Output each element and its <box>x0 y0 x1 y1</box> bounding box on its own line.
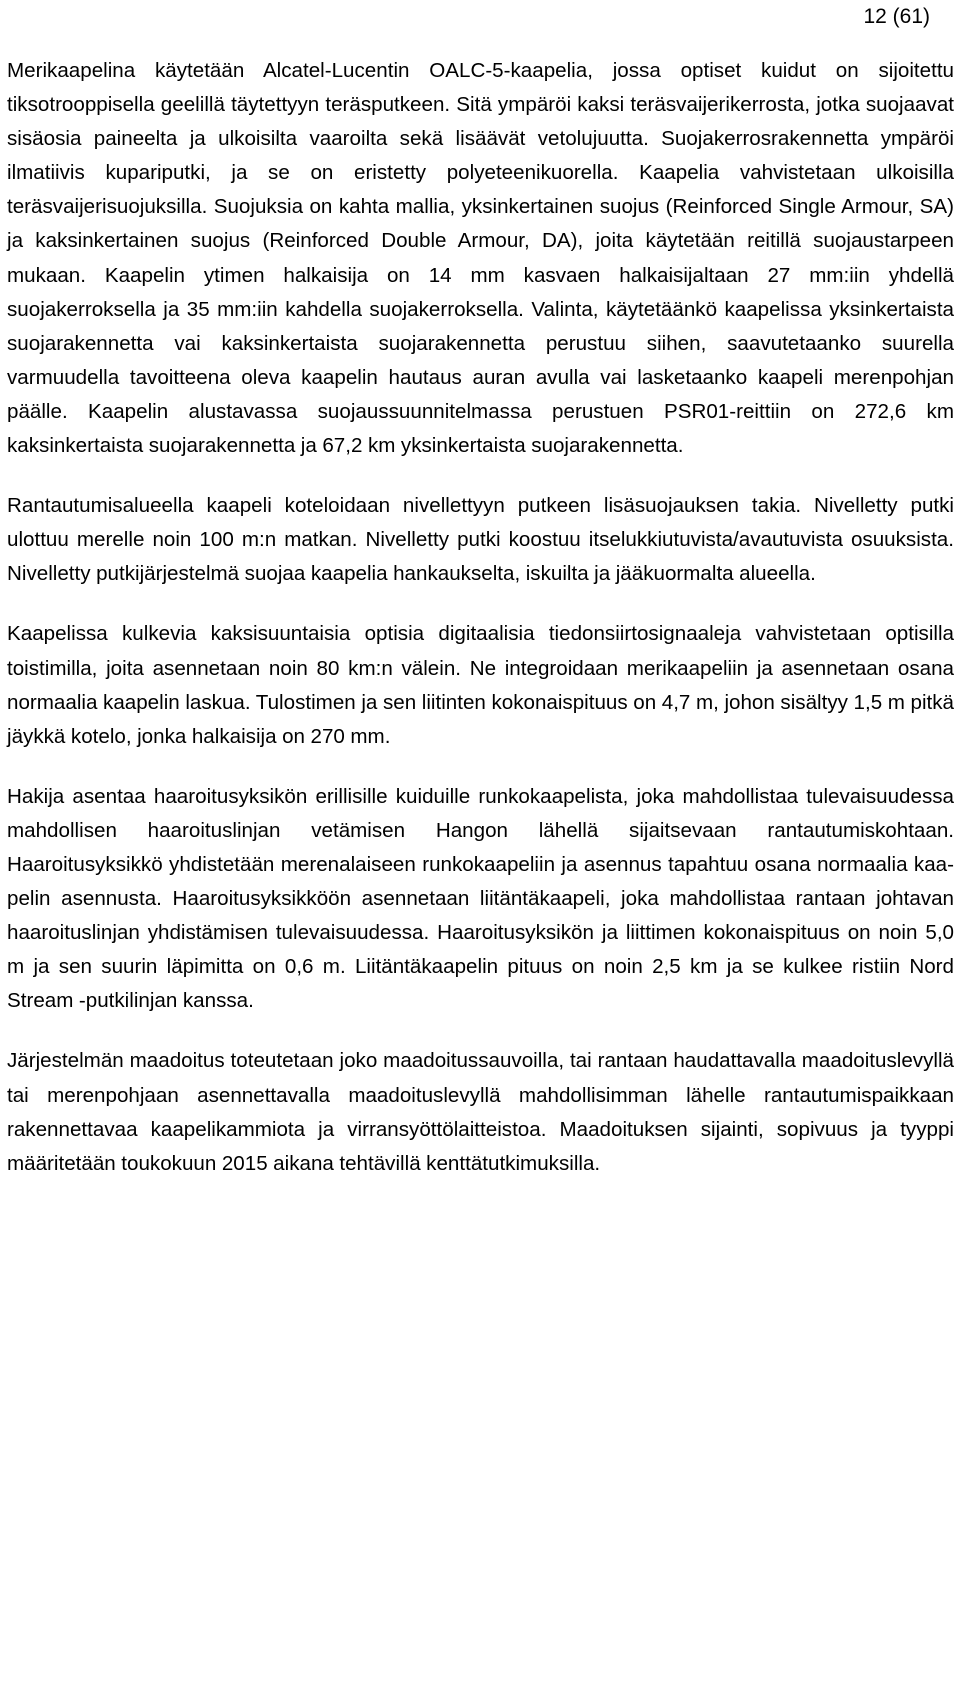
paragraph-grounding: Järjestelmän maadoitus toteutetaan joko maadoitussauvoilla, tai rantaan haudattavalla maadoituslevyllä tai merenpohjaan asennettavalla maadoituslevyllä mahdollisimman lähelle rantautumispaikkaan rakennettavaa kaapelikammiota ja virransyöttölaitteistoa. Maadoituksen sijainti, sopivuus ja tyyppi määritetään toukokuun 2015 aikana tehtävillä kenttätutkimuksilla. <box>7 1049 954 1175</box>
paragraph-landing-area: Rantautumisalueella kaapeli koteloidaan nivellettyyn putkeen lisäsuojauksen takia. Nivelletty putki ulottuu merelle noin 100 m:n matkan. Nivelletty putki koostuu itselukkiutuvista/avautuvista osuuksista. Nivelletty putkijärjestelmä suojaa kaapelia hankaukselta, iskuilta ja jääkuormalta alueella. <box>7 494 954 586</box>
paragraph-cable-structure: Merikaapelina käytetään Alcatel-Lucentin OALC-5-kaapelia, jossa optiset kuidut on sijoitettu tiksotrooppisella geelillä täytettyyn teräsputkeen. Sitä ympäröi kaksi teräsvaijerikerrosta, jotka suojaavat sisäosia paineelta ja ulkoisilta vaaroilta sekä lisäävät vetolujuutta. Suojakerrosrakennetta ympäröi ilmatiivis kupariputki, ja se on eristetty polyeteenikuorella. Kaapelia vahvistetaan ulkoisilla teräsvaijerisuojuksilla. Suojuksia on kahta mallia, yksinkertainen suojus (Reinforced Single Armour, SA) ja kaksinkertainen suojus (Reinforced Double Armour, DA), joita käytetään reitillä suojaustarpeen mukaan. Kaapelin ytimen halkaisija on 14 mm kasvaen halkaisijaltaan 27 mm:iin yhdellä suojakerroksella ja 35 mm:iin kahdella suojakerroksella. Valinta, käytetäänkö kaapelissa yksinkertaista suojarakennetta vai kaksinkertaista suojarakennetta perustuu siihen, saavutetaanko suurella varmuudella tavoitteena oleva kaapelin hautaus auran avulla vai lasketaanko kaapeli merenpohjan päälle. Kaapelin alustavassa suojaussuunnitelmassa perustuen PSR01-reittiin on 272,6 km kaksinkertaista suojarakennetta ja 67,2 km yksinkertaista suojarakennetta. <box>7 59 954 458</box>
paragraph-branching-unit: Hakija asentaa haaroitusyksikön erillisille kuiduille runkokaapelista, joka mahdollistaa tulevaisuudessa mahdollisen haaroituslinjan vetämisen Hangon lähellä sijaitsevaan rantautumiskohtaan. Haaroitusyksikkö yhdistetään merenalaiseen runkokaapeliin ja asennus tapahtuu osana normaalia kaapelin asennusta. Haaroitusyksikköön asennetaan liitäntäkaapeli, joka mahdollistaa rantaan johtavan haaroituslinjan yhdistämisen tulevaisuudessa. Haaroitusyksikön ja liittimen kokonaispituus on noin 5,0 m ja sen suurin läpimitta on 0,6 m. Liitäntäkaapelin pituus on noin 2,5 km ja se kulkee ristiin Nord Stream -putkilinjan kanssa. <box>7 784 954 1013</box>
page-number: 12 (61) <box>863 5 930 28</box>
paragraph-repeaters: Kaapelissa kulkevia kaksisuuntaisia optisia digitaalisia tiedonsiirtosignaaleja vahvistetaan optisilla toistimilla, joita asennetaan noin 80 km:n välein. Ne integroidaan merikaapeliin ja asennetaan osana normaalia kaapelin laskua. Tulostimen ja sen liitinten kokonaispituus on 4,7 m, johon sisältyy 1,5 m pitkä jäykkä kotelo, jonka halkaisija on 270 mm. <box>7 622 954 748</box>
document-body <box>7 54 954 1207</box>
